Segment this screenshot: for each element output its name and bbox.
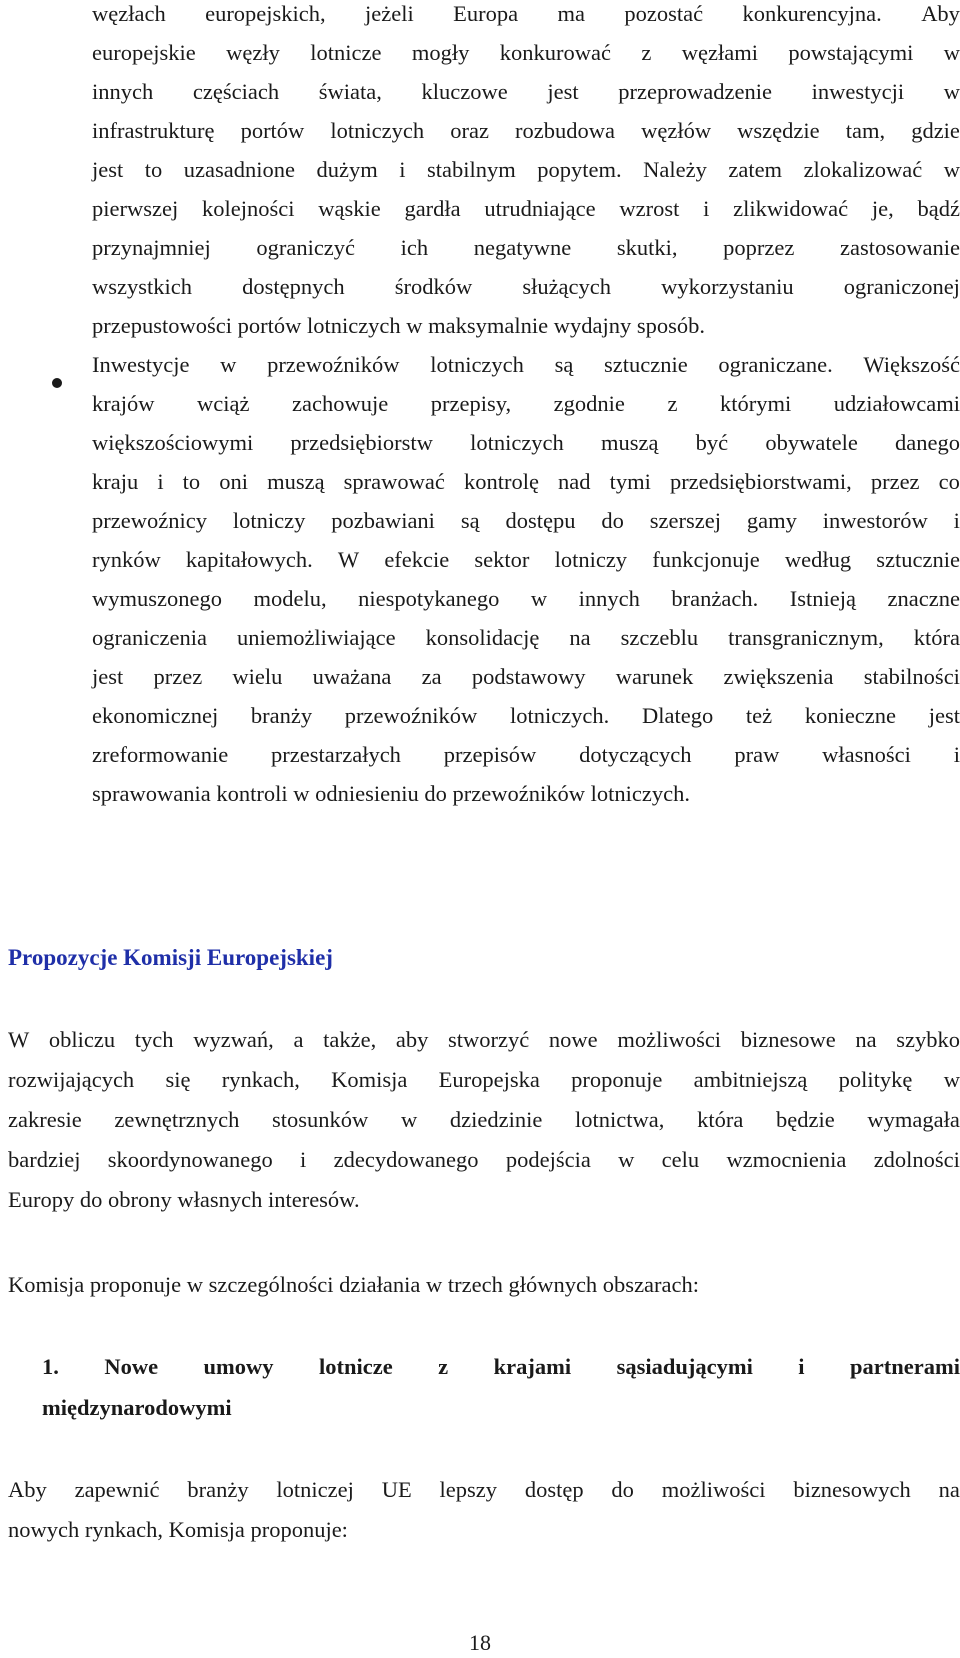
text-line: wymuszonego modelu, niespotykanego w innych branżach. Istnieją znaczne — [92, 586, 960, 611]
text-line: zreformowanie przestarzałych przepisów dotyczących praw własności i — [92, 742, 960, 767]
text-line: Inwestycje w przewoźników lotniczych są sztucznie ograniczane. Większość — [92, 352, 960, 377]
text-line: ograniczenia uniemożliwiające konsolidację na szczeblu transgranicznym, która — [92, 625, 960, 650]
text-line: W obliczu tych wyzwań, a także, aby stworzyć nowe możliwości biznesowe na szybko — [8, 1027, 960, 1052]
text-line: węzłach europejskich, jeżeli Europa ma pozostać konkurencyjna. Aby — [92, 1, 960, 26]
text-line: przewoźnicy lotniczy pozbawiani są dostępu do szerszej gamy inwestorów i — [92, 508, 960, 533]
text-line: europejskie węzły lotnicze mogły konkurować z węzłami powstającymi w — [92, 40, 960, 65]
text-line: pierwszej kolejności wąskie gardła utrudniające wzrost i zlikwidować je, bądź — [92, 196, 960, 221]
text-line: rozwijających się rynkach, Komisja Europejska proponuje ambitniejszą politykę w — [8, 1067, 960, 1092]
text-line: krajów wciąż zachowuje przepisy, zgodnie z którymi udziałowcami — [92, 391, 960, 416]
text-line: jest przez wielu uważana za podstawowy warunek zwiększenia stabilności — [92, 664, 960, 689]
text-line: jest to uzasadnione dużym i stabilnym popytem. Należy zatem zlokalizować w — [92, 157, 960, 182]
bullet-icon — [52, 378, 62, 388]
text-line: innych częściach świata, kluczowe jest przeprowadzenie inwestycji w — [92, 79, 960, 104]
text-line: wszystkich dostępnych środków służących wykorzystaniu ograniczonej — [92, 274, 960, 299]
text-line: nowych rynkach, Komisja proponuje: — [8, 1517, 348, 1542]
text-line: Aby zapewnić branży lotniczej UE lepszy dostęp do możliwości biznesowych na — [8, 1477, 960, 1502]
list-item-heading: 1. Nowe umowy lotnicze z krajami sąsiadującymi i partnerami — [42, 1354, 960, 1379]
section-heading: Propozycje Komisji Europejskiej — [8, 945, 333, 970]
text-line: ekonomicznej branży przewoźników lotniczych. Dlatego też konieczne jest — [92, 703, 960, 728]
text-line: Europy do obrony własnych interesów. — [8, 1187, 360, 1212]
text-line: bardziej skoordynowanego i zdecydowanego podejścia w celu wzmocnienia zdolności — [8, 1147, 960, 1172]
text-line: przepustowości portów lotniczych w maksymalnie wydajny sposób. — [92, 313, 706, 338]
page-number: 18 — [469, 1630, 491, 1655]
text-line: zakresie zewnętrznych stosunków w dziedzinie lotnictwa, która będzie wymagała — [8, 1107, 960, 1132]
text-line: Komisja proponuje w szczególności działania w trzech głównych obszarach: — [8, 1272, 700, 1297]
text-line: przynajmniej ograniczyć ich negatywne skutki, poprzez zastosowanie — [92, 235, 960, 260]
text-line: sprawowania kontroli w odniesieniu do przewoźników lotniczych. — [92, 781, 690, 806]
text-line: kraju i to oni muszą sprawować kontrolę nad tymi przedsiębiorstwami, przez co — [92, 469, 960, 494]
text-line: infrastrukturę portów lotniczych oraz rozbudowa węzłów wszędzie tam, gdzie — [92, 118, 960, 143]
text-line: rynków kapitałowych. W efekcie sektor lotniczy funkcjonuje według sztucznie — [92, 547, 960, 572]
text-line: większościowymi przedsiębiorstw lotniczych muszą być obywatele danego — [92, 430, 960, 455]
list-item-heading: międzynarodowymi — [42, 1395, 232, 1420]
